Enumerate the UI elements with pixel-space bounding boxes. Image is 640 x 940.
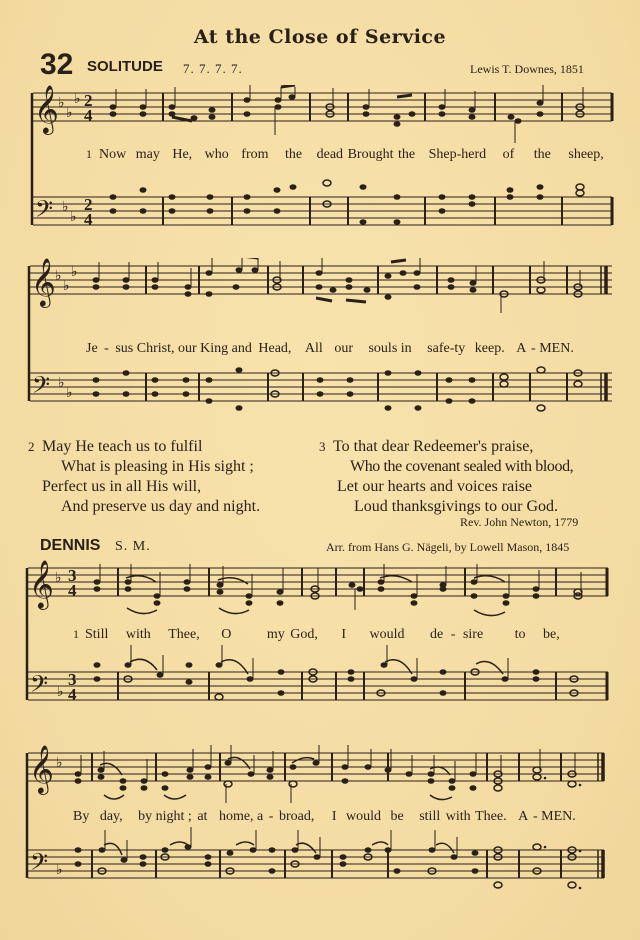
tune-name: SOLITUDE [87,58,163,75]
svg-text:4: 4 [68,581,77,600]
svg-text:3: 3 [68,670,77,689]
lyrics-line: By day, by night ; at home, a - broad, I would be still with Thee. A - MEN. [73,809,576,824]
music-system-4 [0,745,640,915]
section-title: At the Close of Service [193,26,447,48]
svg-text:4: 4 [84,106,93,125]
treble-clef-icon: 𝄞 [31,258,56,306]
treble-clef-icon: 𝄞 [34,85,59,133]
composer-credit: Lewis T. Downes, 1851 [470,62,584,76]
svg-text:♭: ♭ [58,96,65,111]
svg-text:♭: ♭ [70,210,77,225]
svg-text:♭: ♭ [57,685,64,700]
lyrics-line: 1 Still with Thee, O my God, I would de - sire to be, [73,627,560,642]
meter: S. M. [115,539,151,554]
verse-number: 2 [28,439,35,454]
svg-text:3: 3 [68,566,77,585]
verse-number: 3 [319,439,326,454]
meter: 7. 7. 7. 7. [183,61,243,76]
svg-text:2: 2 [84,195,93,214]
bass-clef-icon: 𝄢 [35,195,54,228]
lyrics-line: 1 Now may He, who from the dead Brought the Shep-herd of the sheep, [86,147,604,162]
verse-2: 2 May He teach us to fulfil What is pleasing in His sight ; Perfect us in all His will, And preserve us day and night. [28,438,261,515]
treble-clef-icon: 𝄞 [29,560,54,608]
lyrics-line: Je - sus Christ, our King and Head, All our souls in safe-ty keep. A - MEN. [86,341,574,356]
svg-text:♭: ♭ [74,92,81,107]
bass-clef-icon: 𝄢 [30,848,49,881]
verse-number: 1 [73,627,79,641]
svg-text:♭: ♭ [55,571,62,586]
svg-text:♭: ♭ [63,279,70,294]
svg-text:2: 2 [84,91,93,110]
svg-text:♭: ♭ [56,863,63,878]
svg-text:4: 4 [68,685,77,704]
svg-text:4: 4 [84,210,93,229]
verse-3: 3 To that dear Redeemer's praise, Who the covenant sealed with blood, Let our hearts and voices raise Loud thanksgivings to our God. [319,438,574,515]
music-system-1 [0,85,640,245]
treble-clef-icon: 𝄞 [29,745,54,793]
svg-text:♭: ♭ [71,265,78,280]
tune-name: DENNIS [40,537,101,554]
svg-text:♭: ♭ [66,106,73,121]
composer-credit: Arr. from Hans G. Nägeli, by Lowell Mason, 1845 [326,540,570,554]
svg-text:♭: ♭ [62,200,69,215]
svg-text:♭: ♭ [58,376,65,391]
hymn-number: 32 [40,48,74,81]
bass-clef-icon: 𝄢 [32,371,51,404]
verse-number: 1 [86,147,92,161]
svg-text:♭: ♭ [55,269,62,284]
svg-text:♭: ♭ [66,386,73,401]
svg-text:♭: ♭ [56,756,63,771]
bass-clef-icon: 𝄢 [30,670,49,703]
author-credit: Rev. John Newton, 1779 [460,515,579,529]
